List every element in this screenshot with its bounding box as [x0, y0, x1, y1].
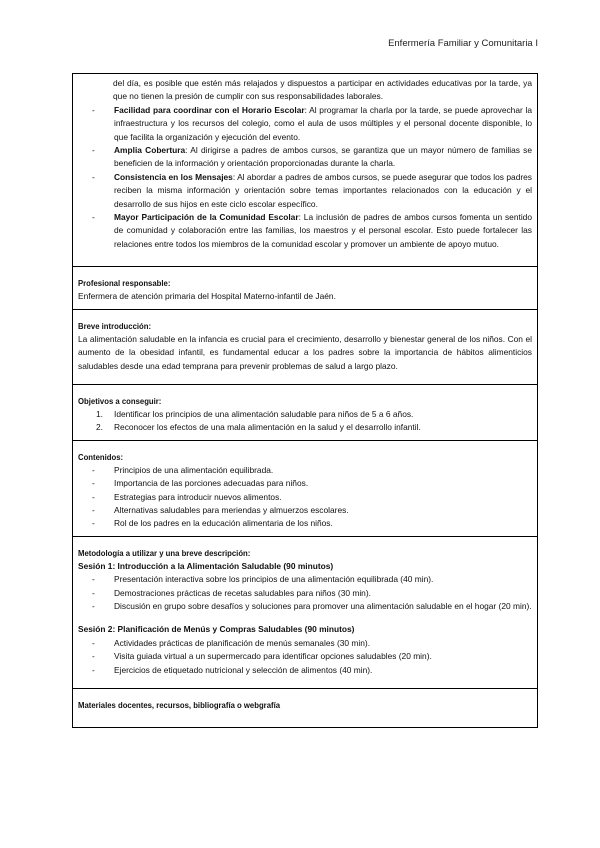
list-item [78, 408, 532, 421]
item-bold: Consistencia en los Mensajes [114, 171, 233, 182]
dash-bullet: - [92, 518, 95, 529]
item-text: : Al programar la charla por la tarde, se puede aprovechar la infraestructura y los recursos del colegio, como el aula de usos múltiples y el personal docente disponible, lo que facilita la organización y ejecución del evento. [114, 104, 532, 142]
session-2-list [78, 637, 532, 677]
page-header: Enfermería Familiar y Comunitaria I [388, 38, 538, 49]
list-item [78, 211, 532, 251]
list-item [78, 637, 532, 650]
item-bold: Facilidad para coordinar con el Horario Escolar [114, 104, 305, 115]
list-item [78, 464, 532, 477]
list-number: 2. [96, 422, 103, 433]
item-text: Identificar los principios de una alimentación saludable para niños de 5 a 6 años. [114, 408, 414, 419]
materiales-cell [73, 689, 537, 727]
item-text: : Al dirigirse a padres de ambos cursos, se garantiza que un mayor número de familias se beneficien de la información y orientación proporcionadas durante la charla. [114, 145, 532, 169]
section-title: Contenidos: [78, 451, 124, 462]
item-text: Demostraciones prácticas de recetas saludables para niños (30 min). [114, 587, 371, 598]
continuation-cell [73, 74, 537, 267]
section-title: Materiales docentes, recursos, bibliografía o webgrafía [78, 700, 281, 710]
dash-bullet: - [92, 574, 95, 585]
item-text: Ejercicios de etiquetado nutricional y selección de alimentos (40 min). [114, 664, 373, 675]
list-number: 1. [96, 408, 103, 419]
dash-bullet: - [92, 171, 95, 182]
item-text: Presentación interactiva sobre los principios de una alimentación equilibrada (40 min). [114, 574, 434, 585]
objetivos-cell [73, 385, 537, 441]
introduccion-cell [73, 310, 537, 385]
continuation-lead [78, 77, 532, 104]
item-text: : La inclusión de padres de ambos cursos fomenta un sentido de comunidad y colaboración entre las familias, los maestros y el personal escolar. Esto puede fortalecer las relaciones entre todos los miembros de la comunidad escolar y promover un ambiente de apoyo mutuo. [114, 212, 532, 249]
dash-bullet: - [92, 145, 95, 156]
dash-bullet: - [92, 504, 95, 515]
list-item [78, 144, 532, 171]
dash-bullet: - [92, 491, 95, 502]
dash-bullet: - [92, 212, 95, 223]
continuation-lead-text: del día, es posible que estén más relajados y dispuestos a participar en actividades educativas por la tarde, ya que no tienen la presión de cumplir con sus responsabilidades laborales. [113, 78, 532, 102]
item-text: : Al abordar a padres de ambos cursos, se puede asegurar que todos los padres reciben la misma información y orientación sobre temas importantes relacionados con la educación y el desarrollo de sus hijos en este ciclo escolar específico. [114, 171, 532, 209]
item-text: Visita guiada virtual a un supermercado para identificar opciones saludables (20 min). [114, 651, 432, 662]
list-item [78, 104, 532, 144]
item-text: Rol de los padres en la educación alimentaria de los niños. [114, 518, 333, 529]
section-title: Profesional responsable: [78, 278, 171, 289]
contenidos-list [78, 464, 532, 531]
item-text: Estrategias para introducir nuevos alimentos. [114, 491, 282, 502]
profesional-text: Enfermera de atención primaria del Hospital Materno-infantil de Jaén. [78, 291, 336, 302]
item-text: Reconocer los efectos de una mala alimentación en la salud y el desarrollo infantil. [114, 422, 421, 433]
item-text: Principios de una alimentación equilibrada. [114, 464, 274, 475]
section-title: Metodología a utilizar y una breve descripción: [78, 547, 251, 558]
section-title: Breve introducción: [78, 320, 152, 331]
list-item [78, 664, 532, 677]
list-item [78, 650, 532, 663]
item-text: Discusión en grupo sobre desafíos y soluciones para promover una alimentación saludable en el hogar (20 min). [114, 600, 532, 611]
dash-bullet: - [92, 587, 95, 598]
list-item [78, 491, 532, 504]
dash-bullet: - [92, 104, 95, 115]
list-item [78, 477, 532, 490]
list-item [78, 517, 532, 530]
document-table [72, 73, 538, 728]
item-bold: Mayor Participación de la Comunidad Escolar [114, 212, 299, 223]
dash-bullet: - [92, 651, 95, 662]
item-text: Importancia de las porciones adecuadas para niños. [114, 478, 309, 489]
session-2-title: Sesión 2: Planificación de Menús y Compras Saludables (90 minutos) [78, 624, 355, 635]
item-text: Alternativas saludables para meriendas y almuerzos escolares. [114, 504, 349, 515]
continuation-list [78, 104, 532, 251]
session-1-title: Sesión 1: Introducción a la Alimentación Saludable (90 minutos) [78, 560, 334, 571]
list-item [78, 171, 532, 211]
item-bold: Amplia Cobertura [114, 145, 186, 156]
dash-bullet: - [92, 664, 95, 675]
list-item [78, 573, 532, 586]
contenidos-cell [73, 441, 537, 537]
list-item [78, 587, 532, 600]
session-1-list [78, 573, 532, 613]
item-text: Actividades prácticas de planificación de menús semanales (30 min). [114, 637, 371, 648]
metodologia-cell [73, 537, 537, 689]
objetivos-list [78, 408, 532, 435]
list-item [78, 421, 532, 434]
introduccion-text: La alimentación saludable en la infancia es crucial para el crecimiento, desarrollo y bienestar general de los niños. Con el aumento de la obesidad infantil, es fundamental educar a los padres sobre la importancia de hábitos alimenticios saludables desde una edad temprana para prevenir problemas de salud a largo plazo. [78, 333, 532, 371]
dash-bullet: - [92, 600, 95, 611]
dash-bullet: - [92, 637, 95, 648]
dash-bullet: - [92, 478, 95, 489]
list-item [78, 600, 532, 613]
dash-bullet: - [92, 464, 95, 475]
section-title: Objetivos a conseguir: [78, 395, 162, 406]
profesional-cell [73, 267, 537, 309]
list-item [78, 504, 532, 517]
